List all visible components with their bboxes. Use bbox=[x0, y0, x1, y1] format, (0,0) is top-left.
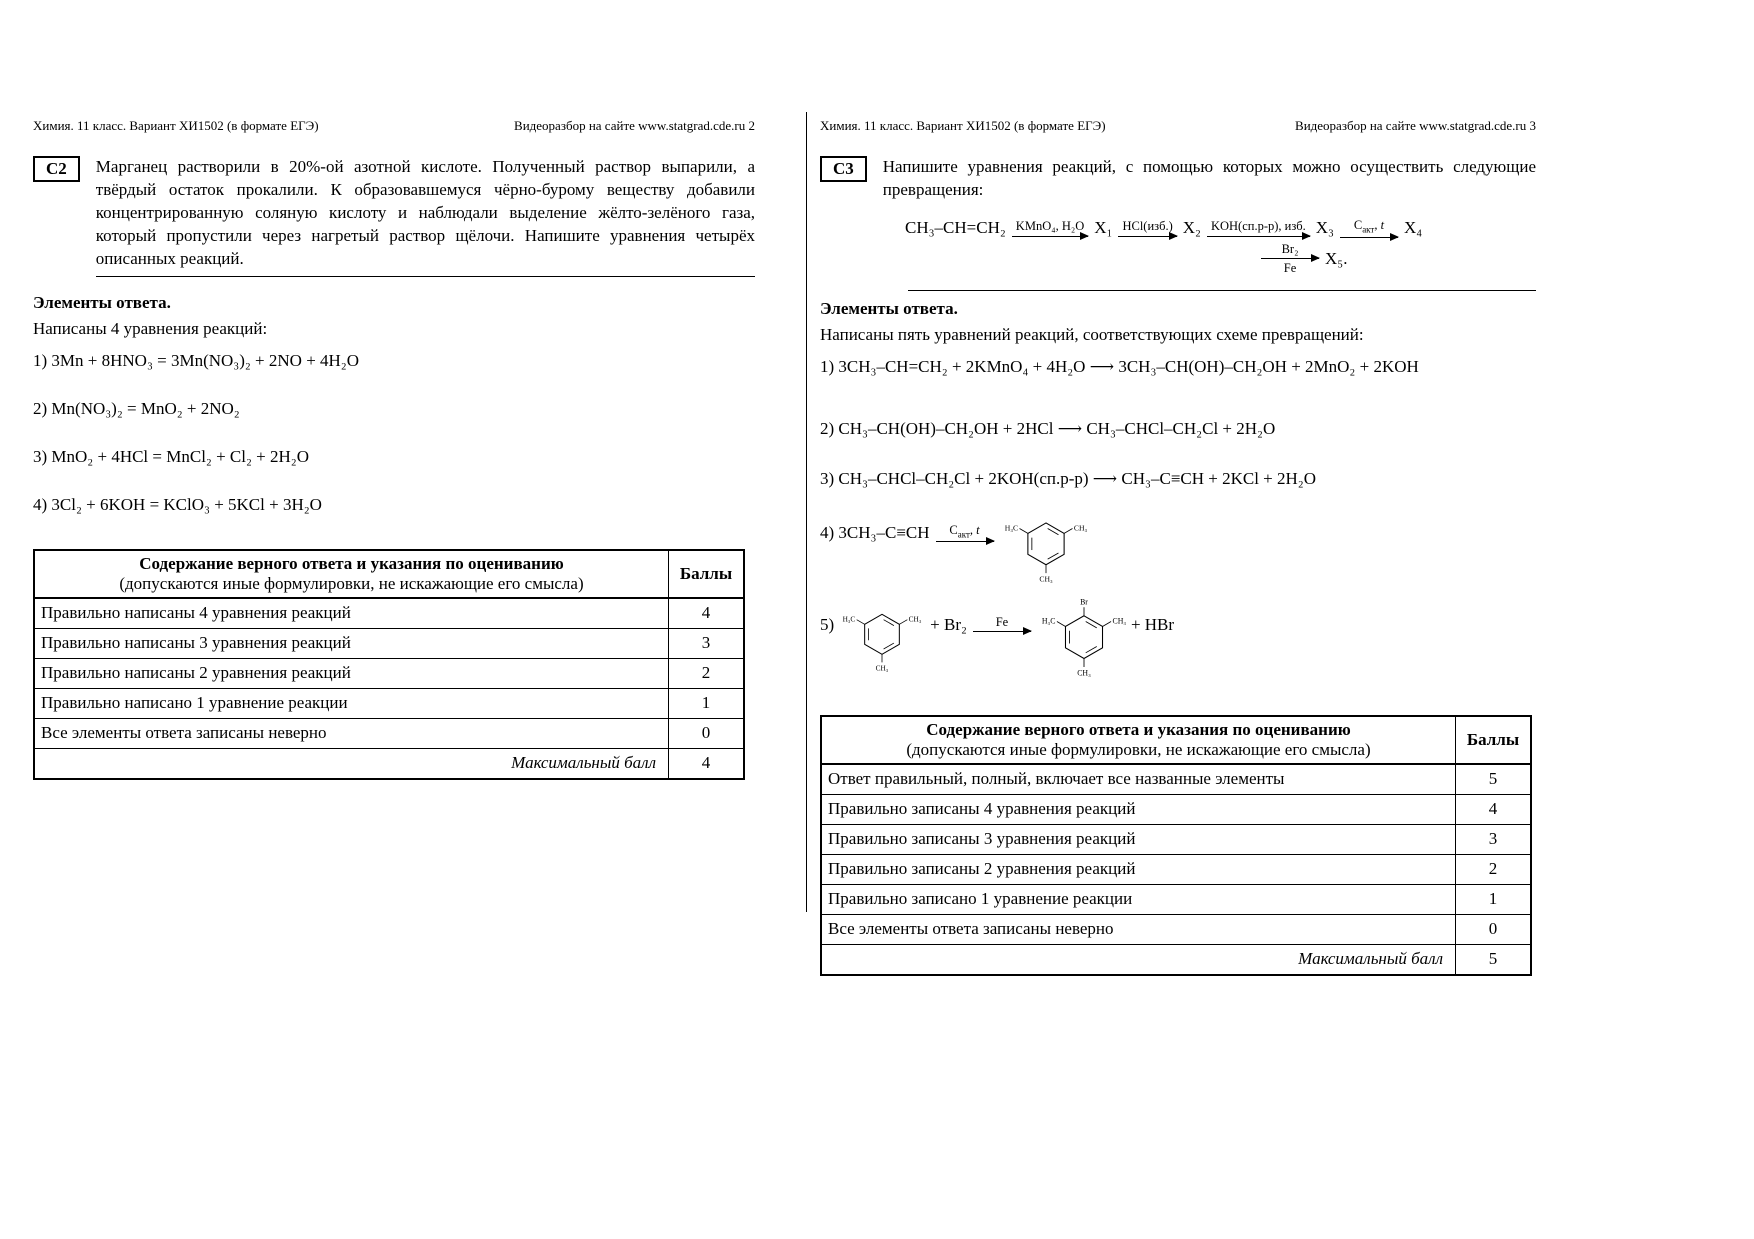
transformation-scheme bbox=[905, 218, 1536, 276]
header-course-label: Химия. 11 класс. Вариант ХИ1502 (в формате ЕГЭ) bbox=[33, 118, 319, 133]
reaction-conditions bbox=[1350, 218, 1388, 237]
benzene-ring-mesitylene bbox=[1000, 509, 1092, 587]
arrow-shaft bbox=[1207, 236, 1310, 237]
answer-heading: Элементы ответа. bbox=[820, 298, 958, 318]
points-cell: 1 bbox=[669, 688, 745, 718]
equation-with-structure bbox=[820, 597, 1536, 681]
substituent-label: CH₃ bbox=[1038, 574, 1053, 584]
criteria-cell: Ответ правильный, полный, включает все названные элементы bbox=[821, 764, 1456, 795]
points-cell: 0 bbox=[1456, 914, 1532, 944]
condition-subscript: акт bbox=[1362, 224, 1375, 235]
table-row bbox=[34, 688, 744, 718]
reaction-arrow bbox=[1340, 218, 1398, 238]
max-score-label: Максимальный балл bbox=[821, 944, 1456, 975]
substituent-label: CH₃ bbox=[1073, 523, 1087, 533]
equation-prefix: 5) bbox=[820, 614, 835, 634]
task-text: Марганец растворили в 20%-ой азотной кислоте. Полученный раствор выпарили, а твёрдый остаток прокалили. К образовавшемуся чёрно-бурому веществу добавили концентрированную соляную кислоту и наблюдали выделение жёлто-зелёного газа, который пропустили через нагретый раствор щёлочи. Напишите уравнения четырёх описанных реакций. bbox=[96, 156, 755, 277]
criteria-cell: Правильно записаны 4 уравнения реакций bbox=[821, 794, 1456, 824]
max-score-value: 5 bbox=[1456, 944, 1532, 975]
substituent-label: H₃C bbox=[1041, 616, 1056, 626]
reaction-arrow bbox=[1261, 242, 1319, 276]
condition-rest: , t bbox=[1374, 217, 1385, 232]
arrow-shaft bbox=[973, 631, 1031, 632]
reaction-conditions: KOH(сп.р-р), изб. bbox=[1210, 219, 1306, 234]
scoring-table bbox=[33, 549, 745, 780]
header-course-label: Химия. 11 класс. Вариант ХИ1502 (в формате ЕГЭ) bbox=[820, 118, 1106, 133]
criteria-header-cell bbox=[821, 716, 1456, 764]
task-text: Напишите уравнения реакций, с помощью которых можно осуществить следующие превращения: bbox=[882, 157, 1536, 199]
points-header-cell: Баллы bbox=[1456, 716, 1532, 764]
points-header-cell: Баллы bbox=[669, 550, 745, 598]
reaction-arrow bbox=[1207, 219, 1310, 236]
substituent-label: H₃C bbox=[842, 614, 856, 624]
arrow-shaft bbox=[936, 541, 994, 542]
substituent-label: CH₃ bbox=[1112, 616, 1127, 626]
task-block bbox=[820, 156, 1536, 202]
header-site-label: Видеоразбор на сайте www.statgrad.cde.ru 2 bbox=[514, 118, 755, 133]
equation-prefix: 4) 3CH₃–C≡CH bbox=[820, 522, 930, 542]
scheme-branch-line bbox=[1255, 242, 1536, 276]
table-row bbox=[821, 794, 1531, 824]
reaction-conditions bbox=[945, 523, 983, 542]
substituent-label: CH₃ bbox=[875, 662, 889, 672]
points-cell: 1 bbox=[1456, 884, 1532, 914]
equation: 2) CH₃–CH(OH)–CH₂OH + 2HCl ⟶ CH₃–CHCl–CH₂Cl + 2H₂O bbox=[820, 418, 1276, 438]
page-left bbox=[33, 118, 755, 780]
reaction-arrow bbox=[1118, 219, 1176, 236]
points-cell: 0 bbox=[669, 718, 745, 748]
reaction-conditions: KMnO₄, H₂O bbox=[1015, 219, 1085, 234]
arrow-shaft bbox=[1340, 237, 1398, 238]
answer-intro: Написаны 4 уравнения реакций: bbox=[33, 318, 268, 338]
equation: 3) CH₃–CHCl–CH₂Cl + 2KOH(сп.р-р) ⟶ CH₃–C≡CH + 2KCl + 2H₂O bbox=[820, 468, 1316, 488]
ring-outline bbox=[1027, 523, 1063, 565]
max-score-value: 4 bbox=[669, 748, 745, 779]
scheme-start-formula: CH₃–CH=CH₂ bbox=[905, 217, 1006, 237]
points-cell: 5 bbox=[1456, 764, 1532, 795]
criteria-header-cell bbox=[34, 550, 669, 598]
scheme-product: X₂ bbox=[1182, 217, 1201, 237]
page-divider bbox=[806, 112, 807, 912]
reaction-conditions: Br₂ bbox=[1281, 241, 1299, 256]
header-site-label: Видеоразбор на сайте www.statgrad.cde.ru 3 bbox=[1295, 118, 1536, 133]
reaction-conditions: HCl(изб.) bbox=[1122, 219, 1173, 234]
table-header-row bbox=[34, 550, 744, 598]
table-row bbox=[821, 914, 1531, 944]
substituent-label: H₃C bbox=[1004, 523, 1018, 533]
condition-subscript: акт bbox=[957, 529, 970, 540]
points-cell: 3 bbox=[1456, 824, 1532, 854]
product-text: + HBr bbox=[1130, 614, 1175, 634]
substituent-label: CH₃ bbox=[908, 614, 922, 624]
ring-outline bbox=[1065, 615, 1102, 658]
criteria-header-line1: Содержание верного ответа и указания по оцениванию bbox=[926, 719, 1351, 739]
criteria-cell: Правильно написаны 2 уравнения реакций bbox=[34, 658, 669, 688]
table-row bbox=[34, 598, 744, 629]
reagent-text: + Br₂ bbox=[930, 614, 967, 634]
table-row bbox=[34, 628, 744, 658]
table-row bbox=[821, 824, 1531, 854]
substituent-label: CH₃ bbox=[1077, 668, 1091, 678]
points-cell: 4 bbox=[1456, 794, 1532, 824]
points-cell: 3 bbox=[669, 628, 745, 658]
criteria-cell: Правильно записано 1 уравнение реакции bbox=[821, 884, 1456, 914]
condition-base: C bbox=[949, 522, 958, 537]
criteria-cell: Правильно написано 1 уравнение реакции bbox=[34, 688, 669, 718]
task-id-badge: С3 bbox=[820, 156, 867, 182]
criteria-cell: Все элементы ответа записаны неверно bbox=[34, 718, 669, 748]
table-row bbox=[821, 854, 1531, 884]
criteria-cell: Правильно написаны 3 уравнения реакций bbox=[34, 628, 669, 658]
criteria-cell: Все элементы ответа записаны неверно bbox=[821, 914, 1456, 944]
criteria-header-line1: Содержание верного ответа и указания по оцениванию bbox=[139, 553, 564, 573]
reaction-arrow bbox=[1012, 219, 1088, 236]
benzene-ring-bromomesitylene bbox=[1037, 593, 1131, 681]
section-rule bbox=[908, 290, 1536, 291]
equation: 3) MnO₂ + 4HCl = MnCl₂ + Cl₂ + 2H₂O bbox=[33, 446, 309, 466]
table-row bbox=[34, 718, 744, 748]
scoring-table bbox=[820, 715, 1532, 976]
max-score-row bbox=[821, 944, 1531, 975]
criteria-cell: Правильно написаны 4 уравнения реакций bbox=[34, 598, 669, 629]
task-id-badge: С2 bbox=[33, 156, 80, 182]
substituent-label: Br bbox=[1080, 597, 1088, 607]
equation: 1) 3CH₃–CH=CH₂ + 2KMnO₄ + 4H₂O ⟶ 3CH₃–CH(OH)–CH₂OH + 2MnO₂ + 2KOH bbox=[820, 356, 1419, 376]
page-header bbox=[33, 118, 755, 134]
answer-intro: Написаны пять уравнений реакций, соответствующих схеме превращений: bbox=[820, 324, 1364, 344]
equation: 4) 3Cl₂ + 6KOH = KClO₃ + 5KCl + 3H₂O bbox=[33, 494, 322, 514]
benzene-ring-mesitylene bbox=[838, 601, 926, 676]
table-row bbox=[821, 884, 1531, 914]
max-score-label: Максимальный балл bbox=[34, 748, 669, 779]
answer-heading: Элементы ответа. bbox=[33, 292, 171, 312]
arrow-shaft bbox=[1118, 236, 1176, 237]
equation-with-structure bbox=[820, 509, 1536, 587]
reaction-catalyst: Fe bbox=[1283, 261, 1297, 276]
criteria-header-line2: (допускаются иные формулировки, не искажающие его смысла) bbox=[906, 739, 1371, 759]
criteria-header-line2: (допускаются иные формулировки, не искажающие его смысла) bbox=[119, 573, 584, 593]
scheme-main-line bbox=[905, 218, 1536, 238]
arrow-shaft bbox=[1261, 258, 1319, 259]
scheme-product: X₄ bbox=[1403, 217, 1423, 237]
arrow-shaft bbox=[1012, 236, 1088, 237]
scheme-product: X₃ bbox=[1315, 217, 1334, 237]
scheme-product: X₁ bbox=[1094, 217, 1113, 237]
table-header-row bbox=[821, 716, 1531, 764]
criteria-cell: Правильно записаны 3 уравнения реакций bbox=[821, 824, 1456, 854]
task-block bbox=[33, 156, 755, 277]
points-cell: 2 bbox=[1456, 854, 1532, 884]
points-cell: 4 bbox=[669, 598, 745, 629]
condition-base: C bbox=[1353, 217, 1363, 232]
reaction-arrow bbox=[936, 523, 994, 543]
reaction-arrow bbox=[973, 615, 1031, 632]
points-cell: 2 bbox=[669, 658, 745, 688]
page-header bbox=[820, 118, 1536, 134]
equation: 1) 3Mn + 8HNO₃ = 3Mn(NO₃)₂ + 2NO + 4H₂O bbox=[33, 350, 360, 370]
scheme-product: X₅. bbox=[1325, 248, 1348, 268]
table-row bbox=[34, 658, 744, 688]
condition-rest: , t bbox=[969, 522, 980, 537]
criteria-cell: Правильно записаны 2 уравнения реакций bbox=[821, 854, 1456, 884]
table-row bbox=[821, 764, 1531, 795]
max-score-row bbox=[34, 748, 744, 779]
reaction-conditions: Fe bbox=[995, 614, 1009, 629]
page-right bbox=[820, 118, 1536, 976]
equation: 2) Mn(NO₃)₂ = MnO₂ + 2NO₂ bbox=[33, 398, 240, 418]
ring-outline bbox=[865, 614, 900, 654]
